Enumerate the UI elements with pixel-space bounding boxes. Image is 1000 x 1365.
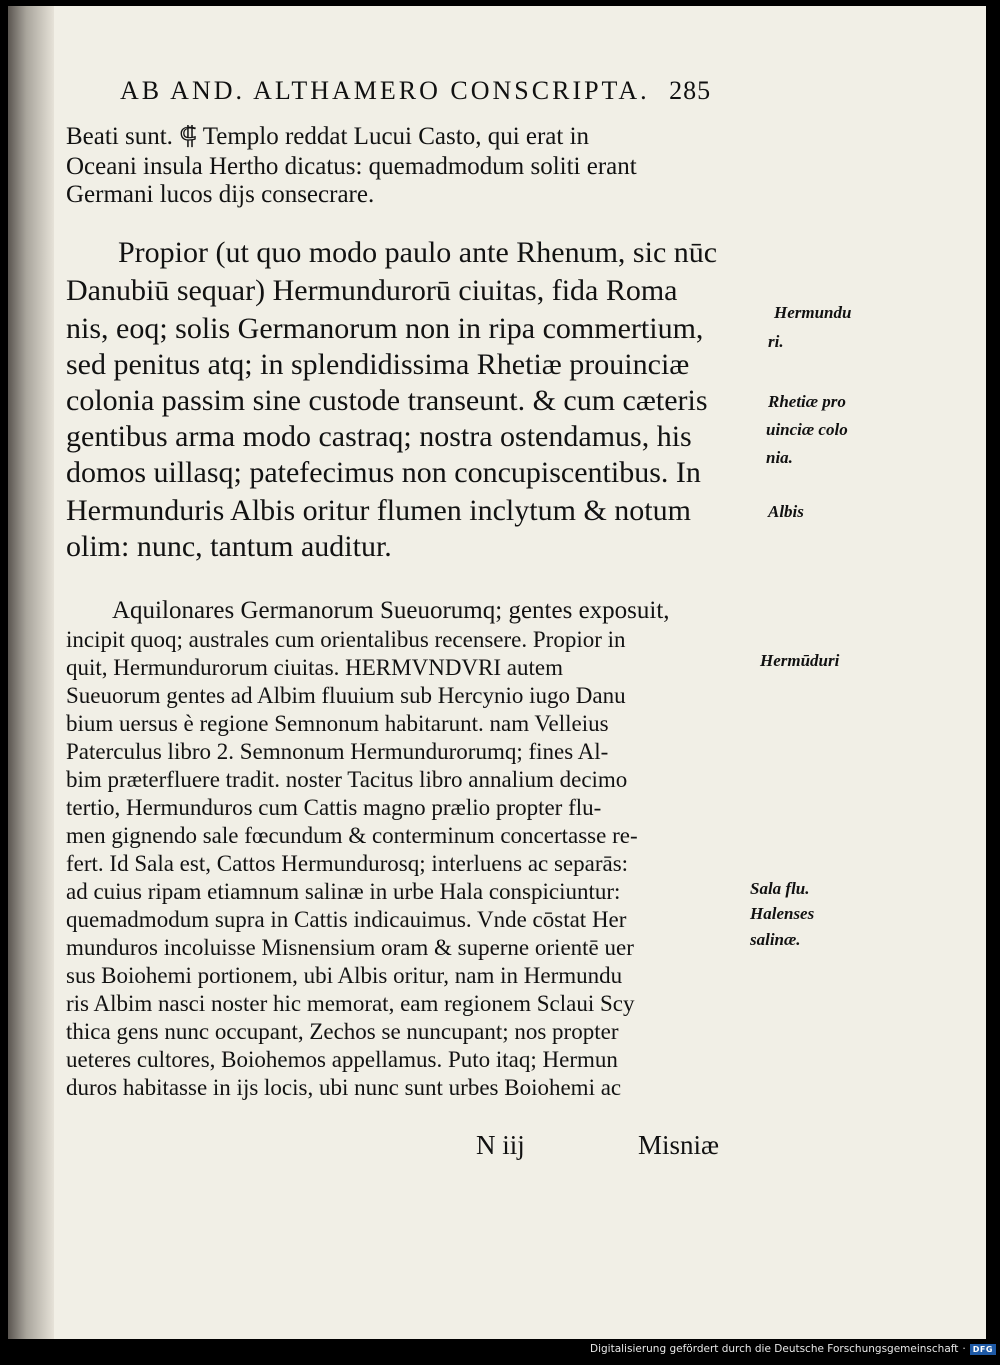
dfg-logo-icon: DFG xyxy=(970,1344,996,1355)
text-line: thica gens nunc occupant, Zechos se nuncupant; nos propter xyxy=(66,1019,619,1044)
text-line: bim præterfluere tradit. noster Tacitus libro annalium decimo xyxy=(66,767,628,792)
text-line: Propior (ut quo modo paulo ante Rhenum, sic nūc xyxy=(118,236,718,269)
margin-note: Hermūduri xyxy=(760,651,840,670)
text-line: Paterculus libro 2. Semnonum Hermundurorumq; fines Al- xyxy=(66,739,609,764)
catchword: Misniæ xyxy=(638,1130,720,1160)
text-line: sus Boiohemi portionem, ubi Albis oritur, nam in Hermundu xyxy=(66,963,623,988)
margin-note: uinciæ colo xyxy=(766,420,848,439)
margin-note: ri. xyxy=(768,332,784,351)
running-head xyxy=(120,76,800,106)
margin-note: Hermundu xyxy=(774,303,852,322)
text-line: men gignendo sale fœcundum & conterminum concertasse re- xyxy=(66,823,638,848)
margin-note: Sala flu. xyxy=(750,879,810,898)
text-line: Germani lucos dijs consecrare. xyxy=(66,181,375,208)
text-line: incipit quoq; australes cum orientalibus recensere. Propior in xyxy=(66,627,626,652)
book-page xyxy=(8,6,986,1339)
text-line: gentibus arma modo castraq; nostra ostendamus, his xyxy=(66,420,692,453)
margin-note: nia. xyxy=(766,448,793,467)
margin-note: Rhetiæ pro xyxy=(768,392,846,411)
text-line: Oceani insula Hertho dicatus: quemadmodum soliti erant xyxy=(66,153,637,180)
text-line: ris Albim nasci noster hic memorat, eam regionem Sclaui Scy xyxy=(66,991,635,1016)
text-line: quemadmodum supra in Cattis indicauimus. Vnde cōstat Her xyxy=(66,907,627,932)
margin-note: salinæ. xyxy=(750,930,801,949)
text-line: munduros incoluisse Misnensium oram & superne orientē uer xyxy=(66,935,634,960)
text-line: duros habitasse in ijs locis, ubi nunc sunt urbes Boiohemi ac xyxy=(66,1075,622,1100)
text-line: ad cuius ripam etiamnum salinæ in urbe Hala conspiciuntur: xyxy=(66,879,621,904)
text-line: Beati sunt. ⸿ Templo reddat Lucui Casto, qui erat in xyxy=(66,123,590,150)
text-line: nis, eoq; solis Germanorum non in ripa commertium, xyxy=(66,312,704,345)
text-line: Danubiū sequar) Hermundurorū ciuitas, fida Roma xyxy=(66,274,678,307)
margin-note: Albis xyxy=(768,502,804,521)
text-line: ueteres cultores, Boiohemos appellamus. Puto itaq; Hermun xyxy=(66,1047,618,1072)
text-line: domos uillasq; patefecimus non concupiscentibus. In xyxy=(66,456,701,489)
text-line: Hermunduris Albis oritur flumen inclytum & notum xyxy=(66,494,691,527)
text-line: tertio, Hermunduros cum Cattis magno prælio propter flu- xyxy=(66,795,602,820)
text-line: quit, Hermundurorum ciuitas. HERMVNDVRI autem xyxy=(66,655,563,680)
text-line: olim: nunc, tantum auditur. xyxy=(66,530,392,563)
text-line: sed penitus atq; in splendidissima Rhetiæ prouinciæ xyxy=(66,348,690,381)
digitization-credit: Digitalisierung gefördert durch die Deutsche Forschungsgemeinschaft · DFG xyxy=(590,1343,994,1355)
signature-mark: N iij xyxy=(476,1130,525,1160)
margin-note: Halenses xyxy=(750,904,815,923)
text-line: fert. Id Sala est, Cattos Hermundurosq; interluens ac separās: xyxy=(66,851,629,876)
text-line: colonia passim sine custode transeunt. & cum cæteris xyxy=(66,384,708,417)
text-line: Aquilonares Germanorum Sueuorumq; gentes exposuit, xyxy=(112,597,670,624)
text-line: bium uersus è regione Semnonum habitarunt. nam Velleius xyxy=(66,711,609,736)
credit-text: Digitalisierung gefördert durch die Deutsche Forschungsgemeinschaft xyxy=(590,1343,959,1355)
running-title: AB AND. ALTHAMERO CONSCRIPTA. xyxy=(120,76,650,105)
page-number: 285 xyxy=(669,76,712,105)
text-line: Sueuorum gentes ad Albim fluuium sub Hercynio iugo Danu xyxy=(66,683,626,708)
